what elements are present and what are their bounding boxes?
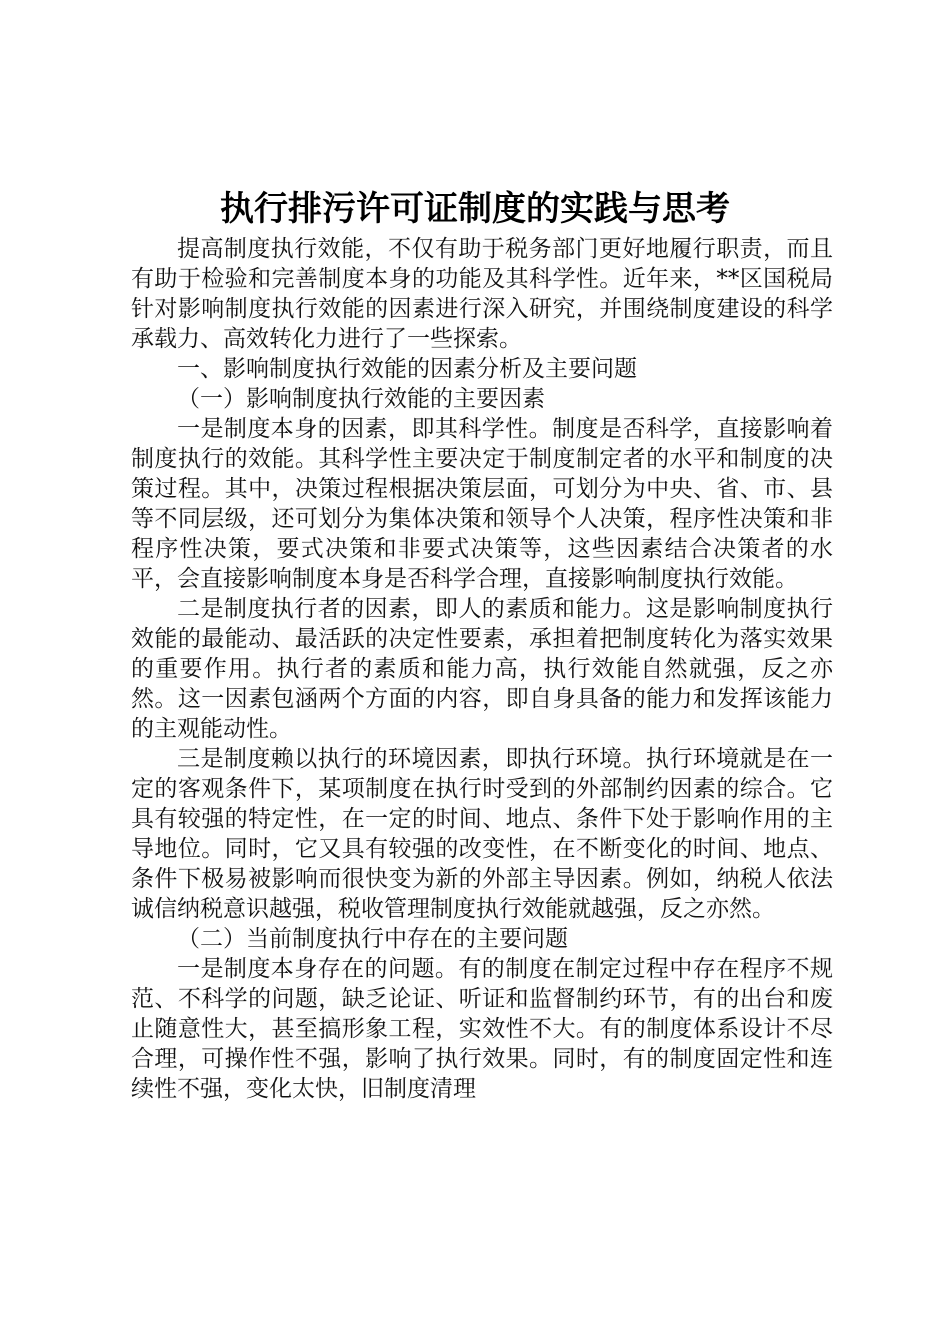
subsection-heading-2: （二）当前制度执行中存在的主要问题 [177,926,568,952]
subsection-heading-1: （一）影响制度执行效能的主要因素 [177,386,545,412]
paragraph-intro: 提高制度执行效能，不仅有助于税务部门更好地履行职责，而且有助于检验和完善制度本身的功能及其科学性。近年来，**区国税局针对影响制度执行效能的因素进行深入研究，并围绕制度建设的科学承载力、高效转化力进行了一些探索。 [131,236,833,352]
paragraph-factor-3: 三是制度赖以执行的环境因素，即执行环境。执行环境就是在一定的客观条件下，某项制度在执行时受到的外部制约因素的综合。它具有较强的特定性，在一定的时间、地点、条件下处于影响作用的主导地位。同时，它又具有较强的改变性，在不断变化的时间、地点、条件下极易被影响而很快变为新的外部主导因素。例如，纳税人依法诚信纳税意识越强，税收管理制度执行效能就越强，反之亦然。 [131,746,833,922]
document-body [131,234,833,1104]
paragraph-problem-1: 一是制度本身存在的问题。有的制度在制定过程中存在程序不规范、不科学的问题，缺乏论证、听证和监督制约环节，有的出台和废止随意性大，甚至搞形象工程，实效性不大。有的制度体系设计不尽合理，可操作性不强，影响了执行效果。同时，有的制度固定性和连续性不强，变化太快，旧制度清理 [131,956,833,1102]
document-title: 执行排污许可证制度的实践与思考 [220,189,730,229]
paragraph-factor-1: 一是制度本身的因素，即其科学性。制度是否科学，直接影响着制度执行的效能。其科学性主要决定于制度制定者的水平和制度的决策过程。其中，决策过程根据决策层面，可划分为中央、省、市、县等不同层级，还可划分为集体决策和领导个人决策，程序性决策和非程序性决策，要式决策和非要式决策等，这些因素结合决策者的水平，会直接影响制度本身是否科学合理，直接影响制度执行效能。 [131,416,833,592]
paragraph-factor-2: 二是制度执行者的因素，即人的素质和能力。这是影响制度执行效能的最能动、最活跃的决定性要素，承担着把制度转化为落实效果的重要作用。执行者的素质和能力高，执行效能自然就强，反之亦然。这一因素包涵两个方面的内容，即自身具备的能力和发挥该能力的主观能动性。 [131,596,833,742]
section-heading-1: 一、影响制度执行效能的因素分析及主要问题 [177,356,637,382]
